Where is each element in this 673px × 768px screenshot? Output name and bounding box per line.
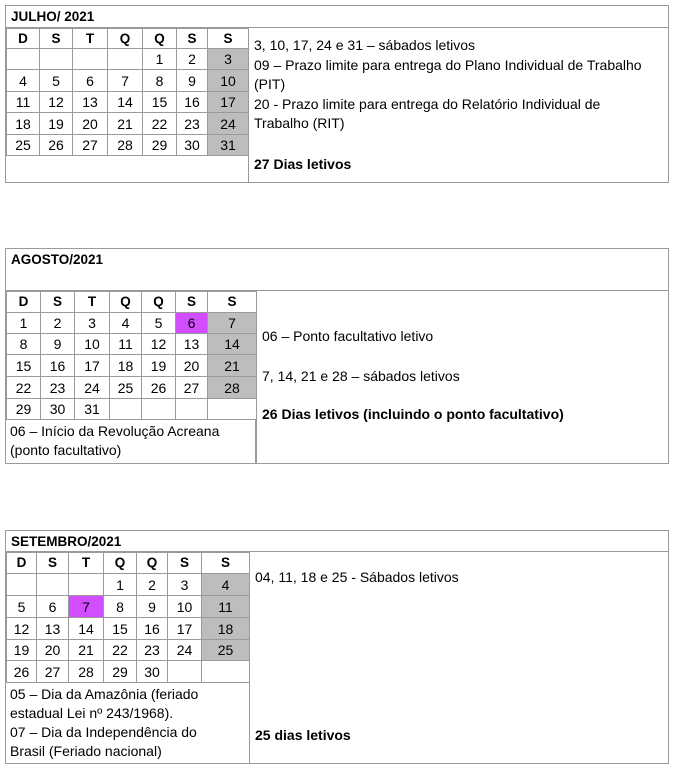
august-weekday: S [176, 292, 208, 313]
july-block [5, 5, 669, 183]
september-day-saturday: 4 [202, 574, 250, 596]
august-holiday-note: 06 – Início da Revolução Acreana (ponto facultativo) [6, 419, 256, 464]
july-weekday: T [73, 29, 108, 49]
july-day: 21 [108, 113, 143, 135]
august-day: 9 [41, 334, 75, 355]
july-total: 27 Dias letivos [254, 156, 352, 172]
july-day: 20 [73, 113, 108, 135]
august-day: 15 [7, 355, 41, 377]
july-day: 1 [143, 49, 177, 70]
august-day: 31 [75, 399, 110, 420]
july-day: 5 [40, 70, 73, 92]
august-day: 12 [142, 334, 176, 355]
july-day: 11 [7, 92, 40, 113]
august-day: 19 [142, 355, 176, 377]
august-weekday: T [75, 292, 110, 313]
july-calendar [6, 28, 249, 156]
july-day-saturday: 3 [208, 49, 249, 70]
august-day: 16 [41, 355, 75, 377]
september-day-saturday: 11 [202, 596, 250, 618]
september-note: 04, 11, 18 e 25 - Sábados letivos [255, 569, 459, 585]
july-day: 28 [108, 135, 143, 156]
august-day: 3 [75, 313, 110, 334]
september-day [37, 574, 69, 596]
september-day: 28 [69, 661, 104, 683]
september-day: 15 [104, 618, 137, 640]
august-day-saturday: 28 [208, 377, 257, 399]
september-day [7, 574, 37, 596]
september-weekday: Q [104, 553, 137, 574]
july-day: 23 [177, 113, 208, 135]
september-day: 8 [104, 596, 137, 618]
july-day [40, 49, 73, 70]
september-day: 13 [37, 618, 69, 640]
july-day: 2 [177, 49, 208, 70]
august-day: 2 [41, 313, 75, 334]
september-block [5, 530, 669, 764]
july-day [73, 49, 108, 70]
september-day: 22 [104, 640, 137, 661]
september-day: 26 [7, 661, 37, 683]
july-day: 26 [40, 135, 73, 156]
september-day: 10 [168, 596, 202, 618]
september-weekday: D [7, 553, 37, 574]
july-weekday: Q [143, 29, 177, 49]
september-calendar [6, 552, 250, 683]
september-day: 14 [69, 618, 104, 640]
september-holiday-note: 07 – Dia da Independência do Brasil (Feriado nacional) [10, 724, 197, 759]
august-day: 29 [7, 399, 41, 420]
september-day: 1 [104, 574, 137, 596]
july-day: 4 [7, 70, 40, 92]
august-weekday: S [41, 292, 75, 313]
august-total: 26 Dias letivos (incluindo o ponto facultativo) [262, 406, 564, 422]
august-day-holiday: 6 [176, 313, 208, 334]
september-day: 9 [137, 596, 168, 618]
august-day: 5 [142, 313, 176, 334]
september-day: 24 [168, 640, 202, 661]
august-day: 23 [41, 377, 75, 399]
september-weekday: S [168, 553, 202, 574]
august-weekday: D [7, 292, 41, 313]
september-day: 5 [7, 596, 37, 618]
july-day: 6 [73, 70, 108, 92]
august-day: 11 [110, 334, 142, 355]
august-block [5, 248, 669, 464]
july-day: 13 [73, 92, 108, 113]
september-day: 20 [37, 640, 69, 661]
july-day: 22 [143, 113, 177, 135]
august-day [142, 399, 176, 420]
july-day: 16 [177, 92, 208, 113]
august-day: 27 [176, 377, 208, 399]
september-day [69, 574, 104, 596]
august-title: AGOSTO/2021 [6, 249, 668, 291]
august-day: 24 [75, 377, 110, 399]
august-day: 18 [110, 355, 142, 377]
august-day [208, 399, 257, 420]
august-weekday: Q [142, 292, 176, 313]
july-day [7, 49, 40, 70]
july-weekday: S [208, 29, 249, 49]
august-day: 8 [7, 334, 41, 355]
august-day-saturday: 7 [208, 313, 257, 334]
july-day: 27 [73, 135, 108, 156]
september-weekday: S [37, 553, 69, 574]
august-weekday: S [208, 292, 257, 313]
september-notes-panel [249, 552, 668, 763]
august-day: 4 [110, 313, 142, 334]
july-day-saturday: 17 [208, 92, 249, 113]
july-weekday: D [7, 29, 40, 49]
september-day: 21 [69, 640, 104, 661]
july-note: 3, 10, 17, 24 e 31 – sábados letivos [254, 37, 476, 53]
september-day: 23 [137, 640, 168, 661]
july-note: 09 – Prazo limite para entrega do Plano Individual de Trabalho (PIT) [254, 57, 642, 92]
september-day: 27 [37, 661, 69, 683]
september-holiday-notes [6, 682, 249, 764]
september-day-saturday: 18 [202, 618, 250, 640]
september-weekday: T [69, 553, 104, 574]
september-day: 12 [7, 618, 37, 640]
august-day [176, 399, 208, 420]
august-day-saturday: 14 [208, 334, 257, 355]
july-day: 14 [108, 92, 143, 113]
july-note: 20 - Prazo limite para entrega do Relatório Individual de Trabalho (RIT) [254, 96, 601, 131]
august-calendar [6, 291, 257, 420]
september-day: 3 [168, 574, 202, 596]
july-notes-panel [248, 28, 668, 182]
july-weekday: S [177, 29, 208, 49]
july-weekday: Q [108, 29, 143, 49]
september-day [202, 661, 250, 683]
july-day-saturday: 24 [208, 113, 249, 135]
august-day: 13 [176, 334, 208, 355]
july-day-saturday: 31 [208, 135, 249, 156]
july-day: 7 [108, 70, 143, 92]
september-day-saturday: 25 [202, 640, 250, 661]
september-holiday-note: 05 – Dia da Amazônia (feriado estadual Lei nº 243/1968). [10, 686, 199, 721]
september-weekday: S [202, 553, 250, 574]
july-day: 30 [177, 135, 208, 156]
july-day: 9 [177, 70, 208, 92]
august-day: 20 [176, 355, 208, 377]
july-day: 25 [7, 135, 40, 156]
august-day-saturday: 21 [208, 355, 257, 377]
july-day-saturday: 10 [208, 70, 249, 92]
august-day: 22 [7, 377, 41, 399]
september-total: 25 dias letivos [255, 727, 351, 743]
september-title: SETEMBRO/2021 [6, 531, 668, 552]
july-weekday: S [40, 29, 73, 49]
july-day: 12 [40, 92, 73, 113]
august-day: 25 [110, 377, 142, 399]
july-day: 8 [143, 70, 177, 92]
august-notes-panel [256, 291, 668, 463]
august-day: 1 [7, 313, 41, 334]
july-day: 29 [143, 135, 177, 156]
july-day: 15 [143, 92, 177, 113]
july-title: JULHO/ 2021 [6, 6, 668, 28]
august-note: 06 – Ponto facultativo letivo [262, 328, 434, 344]
july-day: 19 [40, 113, 73, 135]
august-day: 10 [75, 334, 110, 355]
august-note: 7, 14, 21 e 28 – sábados letivos [262, 368, 460, 384]
september-day: 16 [137, 618, 168, 640]
august-day: 17 [75, 355, 110, 377]
july-day: 18 [7, 113, 40, 135]
september-day: 29 [104, 661, 137, 683]
august-day: 26 [142, 377, 176, 399]
september-day: 17 [168, 618, 202, 640]
august-day [110, 399, 142, 420]
july-day [108, 49, 143, 70]
september-day: 30 [137, 661, 168, 683]
september-day: 6 [37, 596, 69, 618]
september-weekday: Q [137, 553, 168, 574]
september-day-holiday: 7 [69, 596, 104, 618]
august-weekday: Q [110, 292, 142, 313]
september-day: 2 [137, 574, 168, 596]
september-day: 19 [7, 640, 37, 661]
september-day [168, 661, 202, 683]
august-day: 30 [41, 399, 75, 420]
